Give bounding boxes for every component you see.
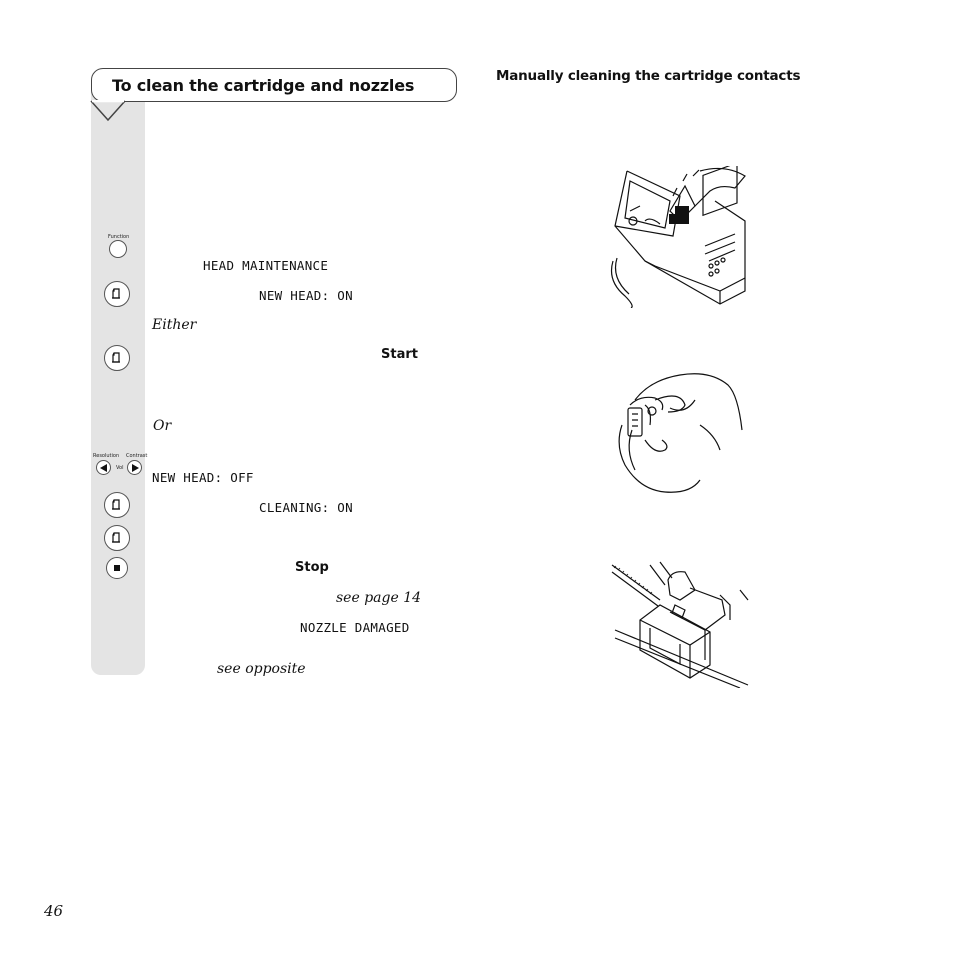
document-key-icon [111,532,123,544]
section-title: To clean the cartridge and nozzles [112,76,415,95]
page-number: 46 [44,902,64,920]
display-nozzle-damaged: NOZZLE DAMAGED [300,620,410,635]
either-label: Either [152,317,197,333]
right-heading: Manually cleaning the cartridge contacts [496,68,801,84]
hands-cartridge-illustration [610,370,745,495]
document-key-icon [111,499,123,511]
contrast-label: Contrast [126,453,148,459]
fax-cartridge-illustration [605,166,750,308]
tab-notch [88,100,128,124]
document-key-icon [111,352,123,364]
vol-label: Vol [116,465,124,471]
see-opposite-reference: see opposite [217,661,306,677]
start-label: Start [381,347,418,362]
display-new-head-off: NEW HEAD: OFF [152,470,254,485]
carriage-cleaning-illustration [610,560,750,688]
resolution-label: Resolution [93,453,120,459]
copy-key-button-3[interactable] [104,492,130,518]
display-head-maintenance: HEAD MAINTENANCE [203,258,329,273]
display-cleaning-on: CLEANING: ON [259,500,353,515]
or-label: Or [153,418,172,434]
stop-key-button[interactable] [106,557,128,579]
left-arrow-button[interactable] [96,460,111,475]
document-key-icon [111,288,123,300]
copy-key-button-4[interactable] [104,525,130,551]
stop-square-icon [114,565,120,571]
right-arrow-button[interactable] [127,460,142,475]
triangle-right-icon [131,464,139,472]
triangle-left-icon [100,464,108,472]
function-button[interactable] [109,240,127,258]
function-key-label: Function [108,234,130,240]
see-page-reference: see page 14 [336,590,422,606]
copy-key-button-2[interactable] [104,345,130,371]
copy-key-button-1[interactable] [104,281,130,307]
key-sidebar [91,78,148,675]
stop-label: Stop [295,560,329,575]
display-new-head-on: NEW HEAD: ON [259,288,353,303]
